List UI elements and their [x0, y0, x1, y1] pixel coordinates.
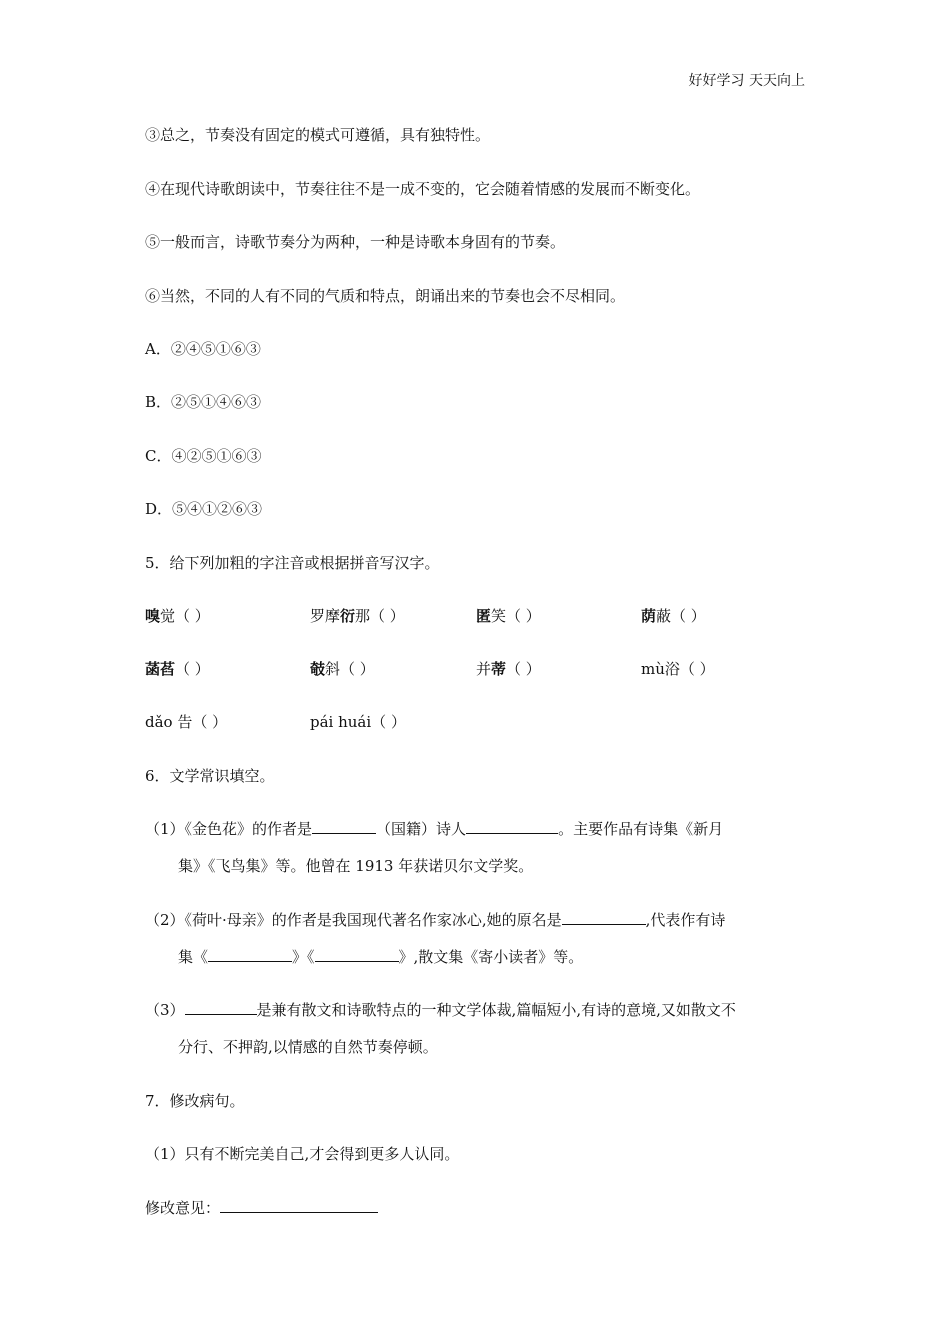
q6-part1-line2: 集》《飞鸟集》等。他曾在 1913 年获诺贝尔文学奖。	[178, 857, 534, 875]
pinyin-item: pái huái（ ）	[310, 713, 406, 731]
q7-fix-line	[145, 1197, 378, 1218]
option-d: D．⑤④①②⑥③	[145, 500, 263, 518]
statement-5: ⑤一般而言，诗歌节奏分为两种，一种是诗歌本身固有的节奏。	[145, 233, 566, 251]
option-b: B．②⑤①④⑥③	[145, 393, 262, 411]
answer-blank[interactable]	[208, 947, 292, 962]
text: （国籍）诗人	[376, 820, 467, 838]
item-rest: 笑（ ）	[491, 607, 541, 625]
question-7-title: 7．修改病句。	[145, 1092, 245, 1110]
bold-char: 衍	[340, 607, 356, 625]
text: （2）《荷叶·母亲》的作者是我国现代著名作家冰心,她的原名是	[145, 911, 562, 929]
item-pre: 罗摩	[310, 607, 341, 625]
pinyin-item	[310, 658, 375, 679]
bold-char: 攲	[310, 660, 326, 678]
bold-char: 蒂	[491, 660, 507, 678]
pinyin-item: dǎo 告（ ）	[145, 713, 228, 731]
question-6-title: 6．文学常识填空。	[145, 767, 275, 785]
item-rest: 那（ ）	[355, 607, 405, 625]
answer-blank[interactable]	[312, 819, 376, 834]
q6-part3-line1	[145, 999, 736, 1020]
statement-3: ③总之，节奏没有固定的模式可遵循，具有独特性。	[145, 126, 491, 144]
item-rest: 斜（ ）	[325, 660, 375, 678]
bold-char: 匿	[476, 607, 492, 625]
q6-part2-line1	[145, 909, 725, 930]
bold-char: 菡萏	[145, 660, 176, 678]
text: （1）《金色花》的作者是	[145, 820, 313, 838]
answer-blank[interactable]	[315, 947, 399, 962]
pinyin-item	[310, 605, 405, 626]
pinyin-item	[145, 658, 210, 679]
text: 》《	[292, 948, 315, 966]
bold-char: 嗅	[145, 607, 161, 625]
pinyin-item: mù浴（ ）	[641, 660, 715, 678]
answer-blank[interactable]	[562, 910, 646, 925]
item-pre: 并	[476, 660, 492, 678]
bold-char: 荫	[641, 607, 657, 625]
answer-blank[interactable]	[466, 819, 558, 834]
pinyin-item	[641, 605, 706, 626]
item-rest: （ ）	[506, 660, 541, 678]
fix-label: 修改意见：	[145, 1199, 221, 1217]
q6-part2-line2	[178, 946, 583, 967]
statement-4: ④在现代诗歌朗读中，节奏往往不是一成不变的，它会随着情感的发展而不断变化。	[145, 180, 701, 198]
item-rest: 觉（ ）	[160, 607, 210, 625]
text: 集《	[178, 948, 209, 966]
page-header: 好好学习 天天向上	[688, 73, 805, 89]
text: ,代表作有诗	[645, 911, 726, 929]
q6-part1-line1	[145, 818, 723, 839]
pinyin-item	[145, 605, 210, 626]
option-a: A．②④⑤①⑥③	[145, 340, 261, 358]
answer-blank[interactable]	[220, 1198, 378, 1213]
pinyin-item	[476, 658, 541, 679]
text: 是兼有散文和诗歌特点的一种文学体裁,篇幅短小,有诗的意境,又如散文不	[256, 1001, 736, 1019]
text: 。主要作品有诗集《新月	[558, 820, 724, 838]
option-c: C．④②⑤①⑥③	[145, 447, 262, 465]
pinyin-item	[476, 605, 541, 626]
q7-sentence-1: （1）只有不断完美自己,才会得到更多人认同。	[145, 1145, 460, 1163]
q6-part3-line2: 分行、不押韵,以情感的自然节奏停顿。	[178, 1038, 438, 1056]
answer-blank[interactable]	[185, 1000, 257, 1015]
item-rest: 蔽（ ）	[656, 607, 706, 625]
statement-6: ⑥当然，不同的人有不同的气质和特点，朗诵出来的节奏也会不尽相同。	[145, 287, 626, 305]
item-rest: （ ）	[175, 660, 210, 678]
text: （3）	[145, 1001, 185, 1019]
text: 》,散文集《寄小读者》等。	[398, 948, 584, 966]
question-5-title: 5．给下列加粗的字注音或根据拼音写汉字。	[145, 554, 440, 572]
